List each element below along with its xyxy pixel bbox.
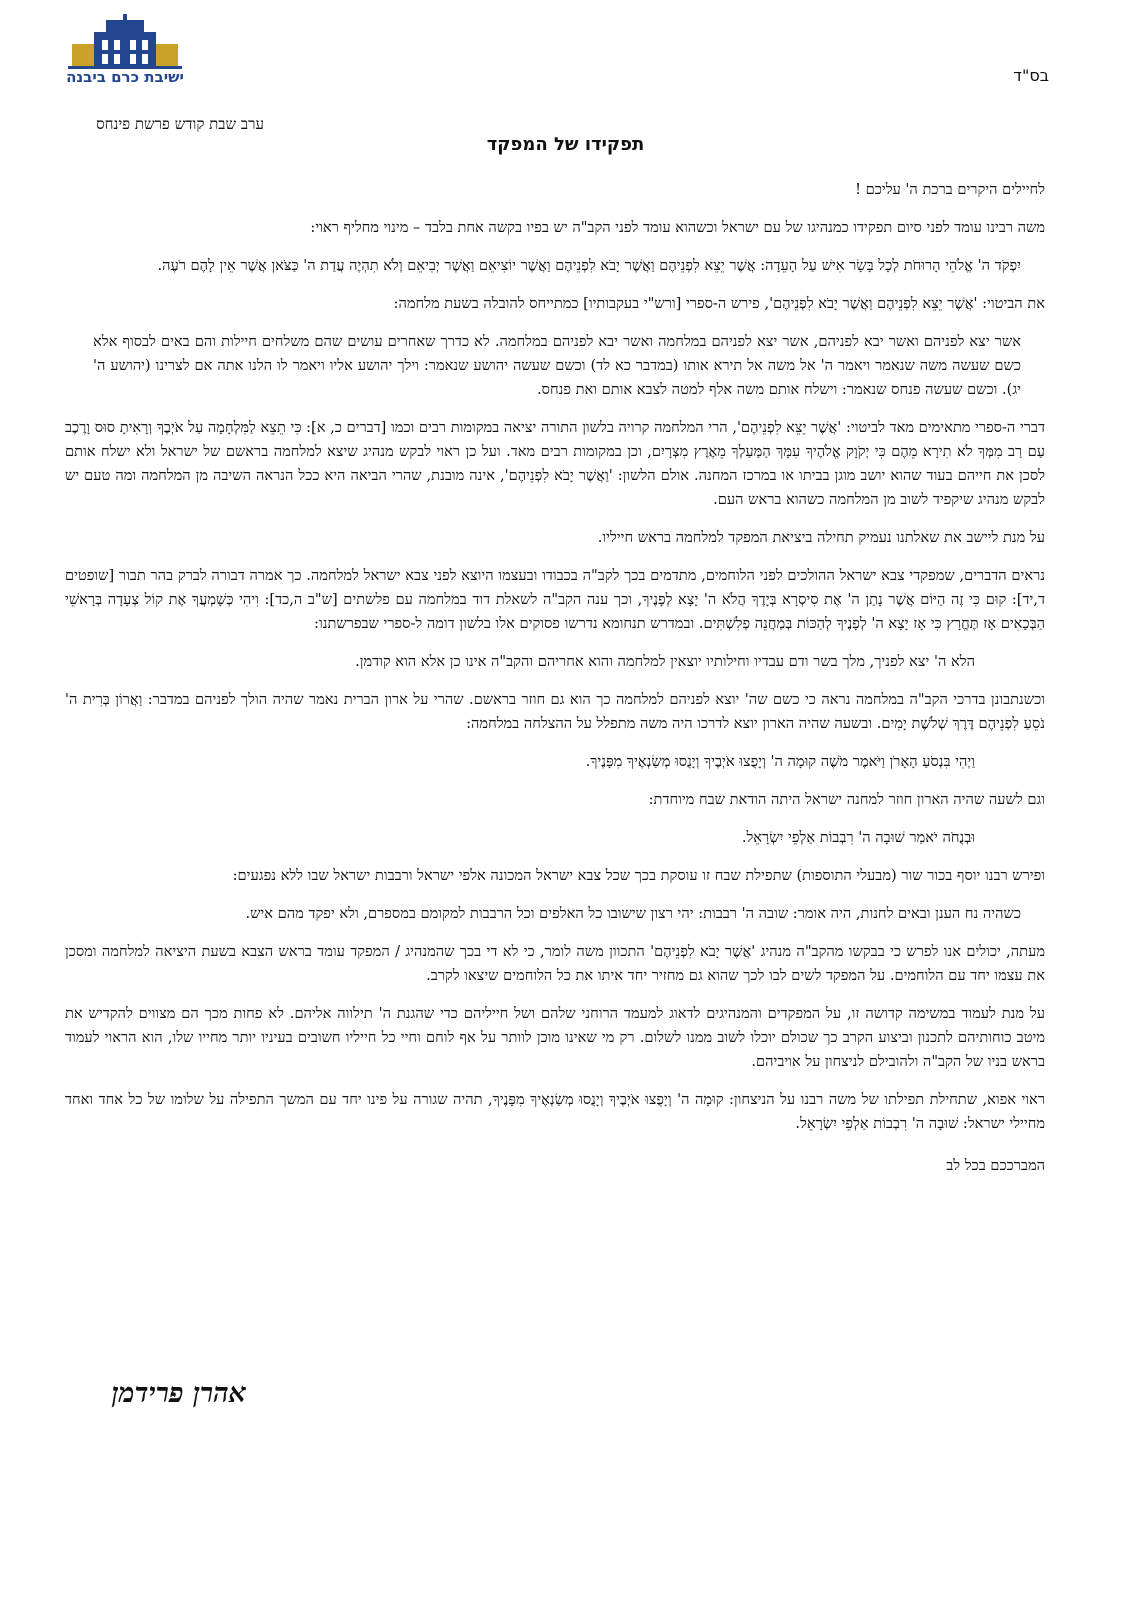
- logo-text: ישיבת כרם ביבנה: [66, 68, 184, 86]
- paragraph: את הביטוי: 'אֲשֶׁר יֵצֵא לִפְנֵיהֶם וַאֲשֶׁר יָבֹא לִפְנֵיהֶם', פירש ה-ספרי [ורש"י בעקבותיו] כמתייחס להובלה בשעת מלחמה:: [393, 295, 1045, 312]
- paragraph: דברי ה-ספרי מתאימים מאד לביטוי: 'אֲשֶׁר יֵצֵא לִפְנֵיהֶם', הרי המלחמה קרויה בלשון התורה יציאה במקומות רבים וכמו [דברים כ, א]: כִּי תֵצֵא לַמִּלְחָמָה עַל אֹיְבֶךָ וְרָאִיתָ סוּס וָרֶכֶב עַם רַב מִמְּךָ לֹא תִירָא מֵהֶם כִּי יְקֹוָק אֱלֹהֶיךָ עִמָּךְ הַמַּעַלְךָ מֵאֶרֶץ מִצְרָיִם, וכן במקומות רבים מאד. ועל כן ראוי לבקש מנהיג שיצא למלחמה בראשם של ישראל ולא ישלח אותם לסכן את חייהם בעוד שהוא יושב מוגן בביתו או במרכז המחנה. אולם הלשון: 'וַאֲשֶׁר יָבֹא לִפְנֵיהֶם', אינה מובנת, שהרי הביאה היא ככל הנראה השיבה מן המלחמה ומה טעם יש לבקש מנהיג שיקפיד לשוב מן המלחמה כשהוא בראש העם.: [65, 419, 1045, 508]
- paragraph: על מנת לעמוד במשימה קדושה זו, על המפקדים והמנהיגים לדאוג למעמד הרוחני שלהם ושל חייליהם כדי שהגנת ה' תילווה אליהם. לא פחות מכך הם מצווים להקדיש את מיטב כוחותיהם לתכנון וביצוע הקרב כך שכולם יוכלו לשוב ממנו לשלום. רק מי שאינו מוכן לוותר על אף לוחם וחיי כל חייליו חשובים בעיניו יותר מחייו שלו, הוא הראוי לעמוד בראש בניו של הקב"ה ולהובילם לניצחון על אויביהם.: [65, 1005, 1045, 1070]
- paragraph: וגם לשעה שהיה הארון חוזר למחנה ישראל היתה הודאת שבח מיוחדת:: [648, 791, 1045, 808]
- quote-block: וַיְהִי בִּנְסֹעַ הָאָרֹן וַיֹּאמֶר מֹשֶׁה קוּמָה ה' וְיָפֻצוּ אֹיְבֶיךָ וְיָנֻסוּ מְשַׂנְאֶיךָ מִפָּנֶיךָ.: [585, 753, 975, 770]
- quote-block: אשר יצא לפניהם ואשר יבא לפניהם, אשר יצא לפניהם במלחמה ואשר יבא לפניהם במלחמה. לא כדרך שאחרים עושים שהם משלחים חיילות והם באים לבסוף אלא כשם שעשה משה שנאמר ויאמר ה' אל משה אל תירא אותו (במדבר כא לד) וכשם שעשה יהושע שנאמר: וילך יהושע אליו ויאמר לו הלנו אתה אם לצרינו (יהושע ה' יג). וכשם שעשה פנחס שנאמר: וישלח אותם משה אלף למטה לצבא אותם ואת פנחס.: [93, 333, 1021, 398]
- quote-block: כשהיה נח הענן ובאים לחנות, היה אומר: שובה ה' רבבות: יהי רצון שישובו כל האלפים וכל הרבבות למקומם במספרם, ולא יפקד מהם איש.: [245, 905, 1021, 922]
- paragraph: ופירש רבנו יוסף בכור שור (מבעלי התוספות) שתפילת שבח זו עוסקת בכך שכל צבא ישראל המכונה אלפי ישראל ורבבות ישראל שבו ללא נפגעים:: [232, 867, 1045, 884]
- quote-block: וּבְנֻחֹה יֹאמַר שׁוּבָה ה' רִבְבוֹת אַלְפֵי יִשְׂרָאֵל.: [741, 829, 975, 846]
- yeshiva-logo: [66, 14, 186, 94]
- paragraph: מעתה, יכולים אנו לפרש כי בבקשו מהקב"ה מנהיג 'אֲשֶׁר יָבֹא לִפְנֵיהֶם' התכוון משה לומר, כי לא די בכך שהמנהיג / המפקד עומד בראש הצבא בשעת היציאה למלחמה ומסכן את עצמו יחד עם הלוחמים. על המפקד לשים לבו לכך שהוא גם מחזיר יחד איתו את כל הלוחמים שיצאו לקרב.: [65, 943, 1045, 984]
- signature: אהרן פרידמן: [111, 1378, 246, 1409]
- page-title: תפקידו של המפקד: [486, 134, 645, 155]
- paragraph: נראים הדברים, שמפקדי צבא ישראל ההולכים לפני הלוחמים, מתדמים בכך לקב"ה בכבודו ובעצמו היוצא לפני צבא ישראל למלחמה. כך אמרה דבורה לברק בהר תבור [שופטים ד,יד]: קוּם כִּי זֶה הַיּוֹם אֲשֶׁר נָתַן ה' אֶת סִיסְרָא בְּיָדֶךָ הֲלֹא ה' יָצָא לְפָנֶיךָ, וכך ענה הקב"ה לשאלת דוד במלחמה עם פלשתים [ש"ב ה,כד]: וִיהִי כְּשָׁמְעֲךָ אֶת קוֹל צְעָדָה בְּרָאשֵׁי הַבְּכָאִים אָז תֶּחֱרָץ כִּי אָז יָצָא ה' לְפָנֶיךָ לְהַכּוֹת בְּמַחֲנֵה פְלִשְׁתִּים. ובמדרש תנחומא נדרשו פסוקים אלו בלשון דומה ל-ספרי שבפרשתנו:: [65, 567, 1045, 632]
- date-line: ערב שבת קודש פרשת פינחס: [96, 115, 264, 133]
- paragraph: וכשנתבונן בדרכי הקב"ה במלחמה נראה כי כשם שה' יוצא לפניהם למלחמה כך הוא גם חוזר בראשם. שהרי על ארון הברית נאמר שהיה הולך לפניהם במדבר: וַאֲרוֹן בְּרִית ה' נֹסֵעַ לִפְנֵיהֶם דֶּרֶךְ שְׁלֹשֶׁת יָמִים. ובשעה שהיה הארון יוצא לדרכו היה משה מתפלל על ההצלחה במלחמה:: [65, 691, 1045, 732]
- closing-line: המברככם בכל לב: [946, 1157, 1045, 1174]
- greeting: לחיילים היקרים ברכת ה' עליכם !: [855, 181, 1045, 198]
- letter-body: [65, 178, 1045, 1192]
- quote-block: הלא ה' יצא לפניך, מלך בשר ודם עבדיו וחילותיו יוצאין למלחמה והוא אחריהם והקב"ה אינו כן אלא הוא קודמן.: [355, 653, 975, 670]
- paragraph: משה רבינו עומד לפני סיום תפקידו כמנהיגו של עם ישראל וכשהוא עומד לפני הקב"ה יש בפיו בקשה אחת בלבד – מינוי מחליף ראוי:: [310, 219, 1045, 236]
- quote-block: יִפְקֹד ה' אֱלֹהֵי הָרוּחֹת לְכָל בָּשָׂר אִישׁ עַל הָעֵדָה: אֲשֶׁר יֵצֵא לִפְנֵיהֶם וַאֲשֶׁר יָבֹא לִפְנֵיהֶם וַאֲשֶׁר יוֹצִיאֵם וַאֲשֶׁר יְבִיאֵם וְלֹא תִהְיֶה עֲדַת ה' כַּצֹּאן אֲשֶׁר אֵין לָהֶם רֹעֶה.: [157, 257, 1021, 274]
- bsd-mark: בס"ד: [1013, 66, 1049, 85]
- building-icon: [66, 14, 186, 70]
- paragraph: על מנת ליישב את שאלתנו נעמיק תחילה ביציאת המפקד למלחמה בראש חייליו.: [597, 529, 1045, 546]
- paragraph: ראוי אפוא, שתחילת תפילתו של משה רבנו על הניצחון: קוּמָה ה' וְיָפֻצוּ אֹיְבֶיךָ וְיָנֻסוּ מְשַׂנְאֶיךָ מִפָּנֶיךָ, תהיה שגורה על פינו יחד עם המשך התפילה על שלומו של כל אחד ואחד מחיילי ישראל: שׁוּבָה ה' רִבְבוֹת אַלְפֵי יִשְׂרָאֵל.: [65, 1091, 1045, 1132]
